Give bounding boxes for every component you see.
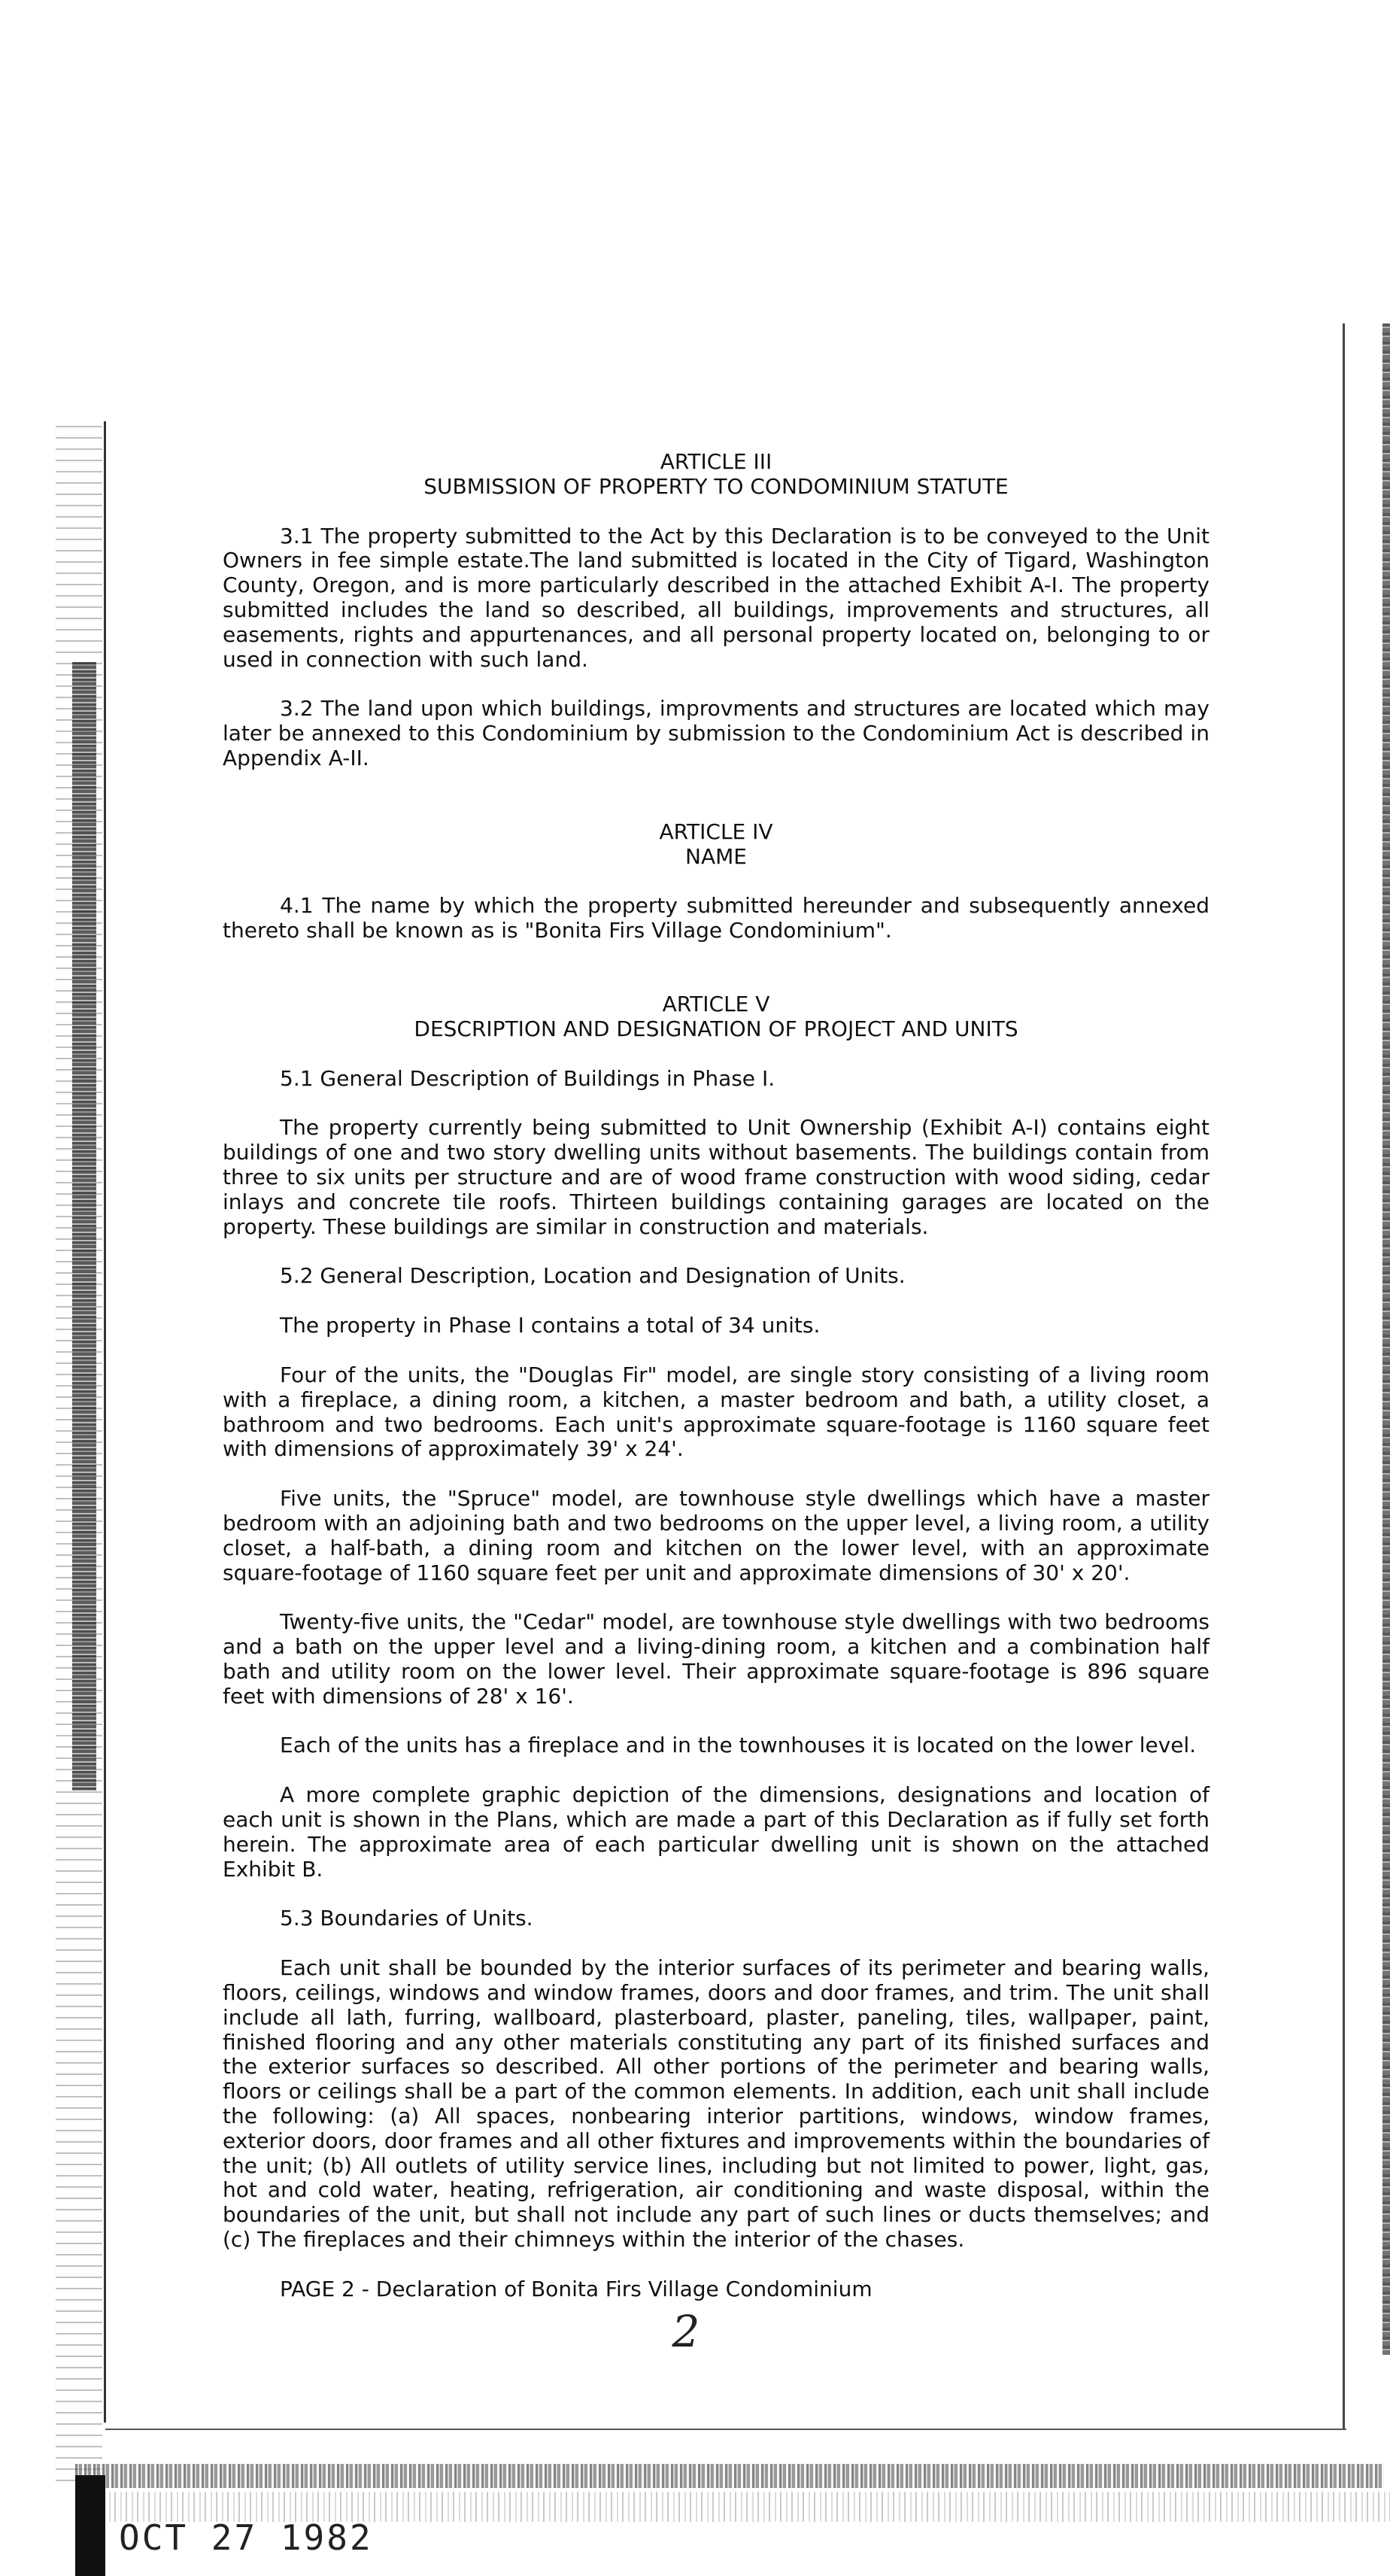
section-5-2-plans: A more complete graphic depiction of the dimensions, designations and location of each unit is shown in the Plans, which are made a part of this Declaration as if fully set forth herein. The approximate area of each particular dwelling unit is shown on the attached Exhibit B. <box>223 1782 1209 1882</box>
scan-edge-left-dark <box>72 662 96 1791</box>
section-5-2-heading: 5.2 General Description, Location and Designation of Units. <box>280 1263 906 1289</box>
section-5-2-douglas-fir: Four of the units, the "Douglas Fir" model, are single story consisting of a living room with a fireplace, a dining room, a kitchen, a master bedroom and bath, a utility closet, a bathroom and two bedrooms. Each unit's approximate square-footage is 1160 square feet with dimensions of approximately 39' x 24'. <box>223 1362 1209 1462</box>
section-5-1-body: The property currently being submitted to Unit Ownership (Exhibit A-I) contains eight buildings of one and two story dwelling units without basements. The buildings contain from three to six units per structure and are of wood frame construction with wood siding, cedar inlays and concrete tile roofs. Thirteen buildings containing garages are located on the property. These buildings are similar in construction and materials. <box>223 1115 1209 1239</box>
page-bottom-rule <box>105 2429 1346 2430</box>
section-5-2-cedar: Twenty-five units, the "Cedar" model, are townhouse style dwellings with two bedrooms and a bath on the upper level and a living-dining room, a kitchen and a combination half bath and utility room on the lower level. Their approximate square-footage is 896 square feet with dimensions of 28' x 16'. <box>223 1609 1209 1709</box>
section-5-2-total-units: The property in Phase I contains a total of 34 units. <box>280 1313 821 1338</box>
scan-bottom-band <box>75 2464 1384 2488</box>
scan-edge-right <box>1382 324 1390 2355</box>
document-page <box>223 449 1209 2357</box>
section-3-1: 3.1 The property submitted to the Act by this Declaration is to be conveyed to the Unit Owners in fee simple estate.The land submitted is located in the City of Tigard, Washington County, Oregon, and is more particularly described in the attached Exhibit A-I. The property submitted includes the land so described, all buildings, improvements and structures, all easements, rights and appurtenances, and all personal property located on, belonging to or used in connection with such land. <box>223 523 1209 672</box>
scan-bottom-dark-corner <box>75 2475 105 2576</box>
article-4-title: ARTICLE IV <box>659 819 773 844</box>
section-5-1-heading: 5.1 General Description of Buildings in Phase I. <box>280 1065 775 1091</box>
article-5-subtitle: DESCRIPTION AND DESIGNATION OF PROJECT AND UNITS <box>414 1016 1018 1041</box>
section-4-1: 4.1 The name by which the property submitted hereunder and subsequently annexed thereto shall be known as is "Bonita Firs Village Condominium". <box>223 893 1209 943</box>
scan-margin-line-left <box>104 421 106 2423</box>
article-5-title: ARTICLE V <box>662 991 770 1016</box>
section-5-3-body: Each unit shall be bounded by the interior surfaces of its perimeter and bearing walls, floors, ceilings, windows and window frames, doors and door frames, and trim. The unit shall include all lath, furring, wallboard, plasterboard, plaster, paneling, tiles, wallpaper, paint, finished flooring and any other materials constituting any part of its finished surfaces and the exterior surfaces so described. All other portions of the perimeter and bearing walls, floors or ceilings shall be a part of the common elements. In addition, each unit shall include the following: (a) All spaces, nonbearing interior partitions, windows, window frames, exterior doors, door frames and all other fixtures and improvements within the boundaries of the unit; (b) All outlets of utility service lines, including but not limited to power, light, gas, hot and cold water, heating, refrigeration, air conditioning and waste disposal, within the boundaries of the unit, but shall not include any part of such lines or ducts themselves; and (c) The fireplaces and their chimneys within the interior of the chases. <box>223 1955 1209 2252</box>
section-5-3-heading: 5.3 Boundaries of Units. <box>280 1906 533 1931</box>
handwritten-page-number: 2 <box>672 2305 700 2357</box>
article-3-subtitle: SUBMISSION OF PROPERTY TO CONDOMINIUM STATUTE <box>423 473 1009 499</box>
section-5-2-spruce: Five units, the "Spruce" model, are townhouse style dwellings which have a master bedroom with an adjoining bath and two bedrooms on the upper level, a living room, a utility closet, a half-bath, a dining room and kitchen on the lower level, with an approximate square-footage of 1160 square feet per unit and approximate dimensions of 30' x 20'. <box>223 1486 1209 1585</box>
section-3-2: 3.2 The land upon which buildings, improvments and structures are located which may later be annexed to this Condominium by submission to the Condominium Act is described in Appendix A-II. <box>223 696 1209 770</box>
page-footer-label: PAGE 2 - Declaration of Bonita Firs Village Condominium <box>280 2276 873 2301</box>
scan-margin-line-right <box>1343 324 1345 2430</box>
article-3-title: ARTICLE III <box>660 449 772 474</box>
date-stamp: OCT 27 1982 <box>119 2517 373 2558</box>
section-5-2-fireplace: Each of the units has a fireplace and in the townhouses it is located on the lower level. <box>280 1733 1197 1758</box>
article-4-subtitle: NAME <box>685 843 747 869</box>
